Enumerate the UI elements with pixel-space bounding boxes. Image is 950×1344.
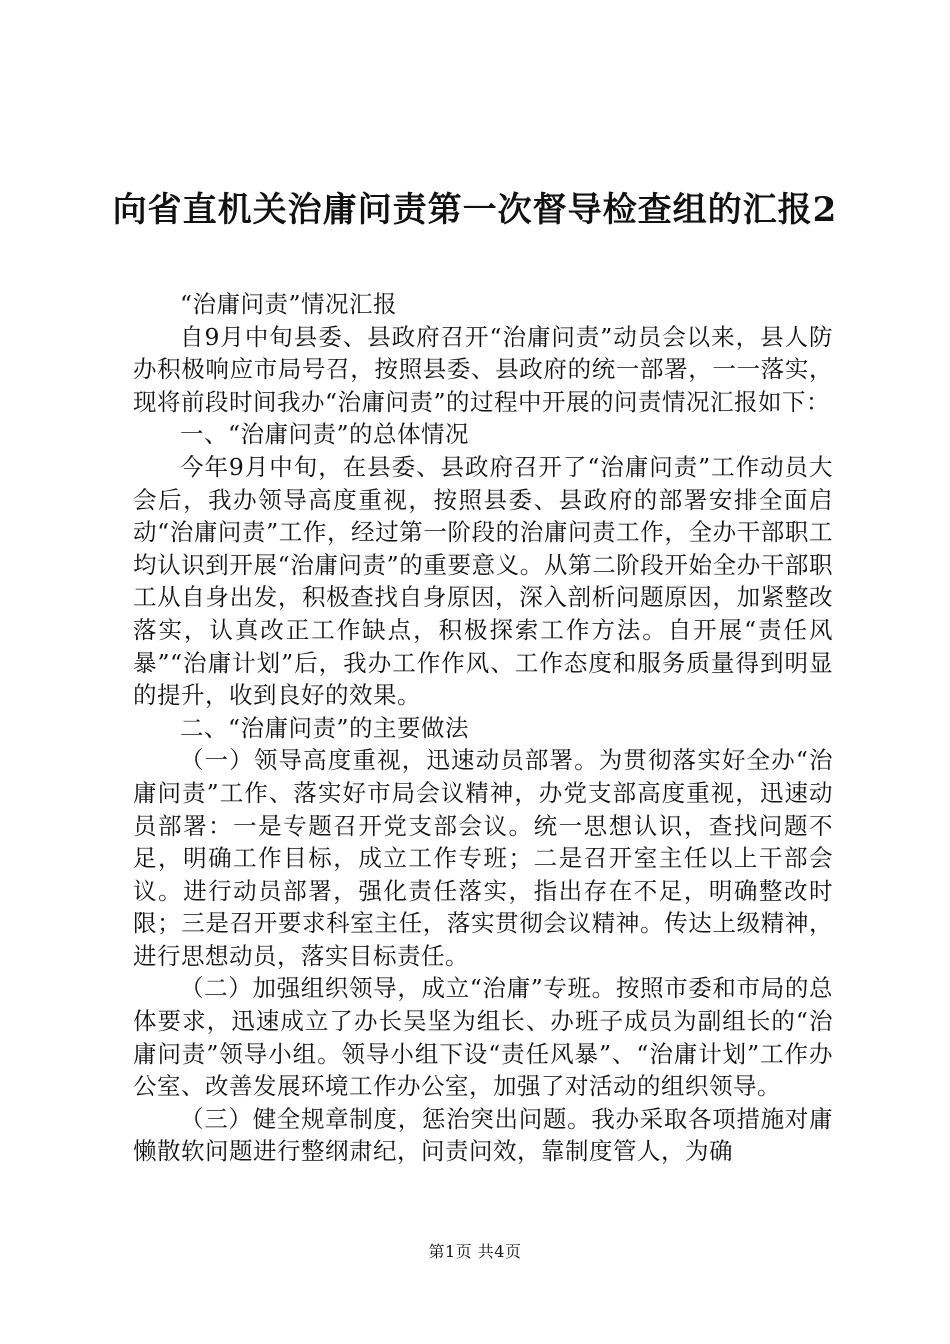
paragraph-intro: 自9月中旬县委、县政府召开“治庸问责”动员会以来，县人防办积极响应市局号召，按照县委、县政府的统一部署，一一落实，现将前段时间我办“治庸问责”的过程中开展的问责情况汇报如下： (133, 322, 833, 416)
paragraph-method-1: （一）领导高度重视，迅速动员部署。为贯彻落实好全办“治庸问责”工作、落实好市局会议精神，办党支部高度重视，迅速动员部署：一是专题召开党支部会议。统一思想认识，查找问题不足，明确工作目标，成立工作专班；二是召开室主任以上干部会议。进行动员部署，强化责任落实，指出存在不足，明确整改时限；三是召开要求科室主任，落实贯彻会议精神。传达上级精神，进行思想动员，落实目标责任。 (133, 746, 833, 970)
document-body (133, 288, 833, 1168)
section-heading-overall: 一、“治庸问责”的总体情况 (180, 420, 470, 449)
paragraph-method-3: （三）健全规章制度，惩治突出问题。我办采取各项措施对庸懒散软问题进行整纲肃纪，问责问效，靠制度管人，为确 (133, 1104, 833, 1166)
paragraph-report-heading: “治庸问责”情况汇报 (180, 290, 398, 318)
paragraph-method-2: （二）加强组织领导，成立“治庸”专班。按照市委和市局的总体要求，迅速成立了办长吴坚为组长、办班子成员为副组长的“治庸问责”领导小组。领导小组下设“责任风暴”、“治庸计划”工作办公室、改善发展环境工作办公室，加强了对活动的组织领导。 (133, 974, 833, 1101)
page-footer: 第1页 共4页 (428, 1242, 522, 1261)
document-title: 向省直机关治庸问责第一次督导检查组的汇报2 (112, 190, 838, 230)
paragraph-overall: 今年9月中旬，在县委、县政府召开了“治庸问责”工作动员大会后，我办领导高度重视，按照县委、县政府的部署安排全面启动“治庸问责”工作，经过第一阶段的治庸问责工作，全办干部职工均认识到开展“治庸问责”的重要意义。从第二阶段开始全办干部职工从自身出发，积极查找自身原因，深入剖析问题原因，加紧整改落实，认真改正工作缺点，积极探索工作方法。自开展“责任风暴”“治庸计划”后，我办工作作风、工作态度和服务质量得到明显的提升，收到良好的效果。 (133, 452, 833, 710)
section-heading-methods: 二、“治庸问责”的主要做法 (180, 713, 470, 742)
